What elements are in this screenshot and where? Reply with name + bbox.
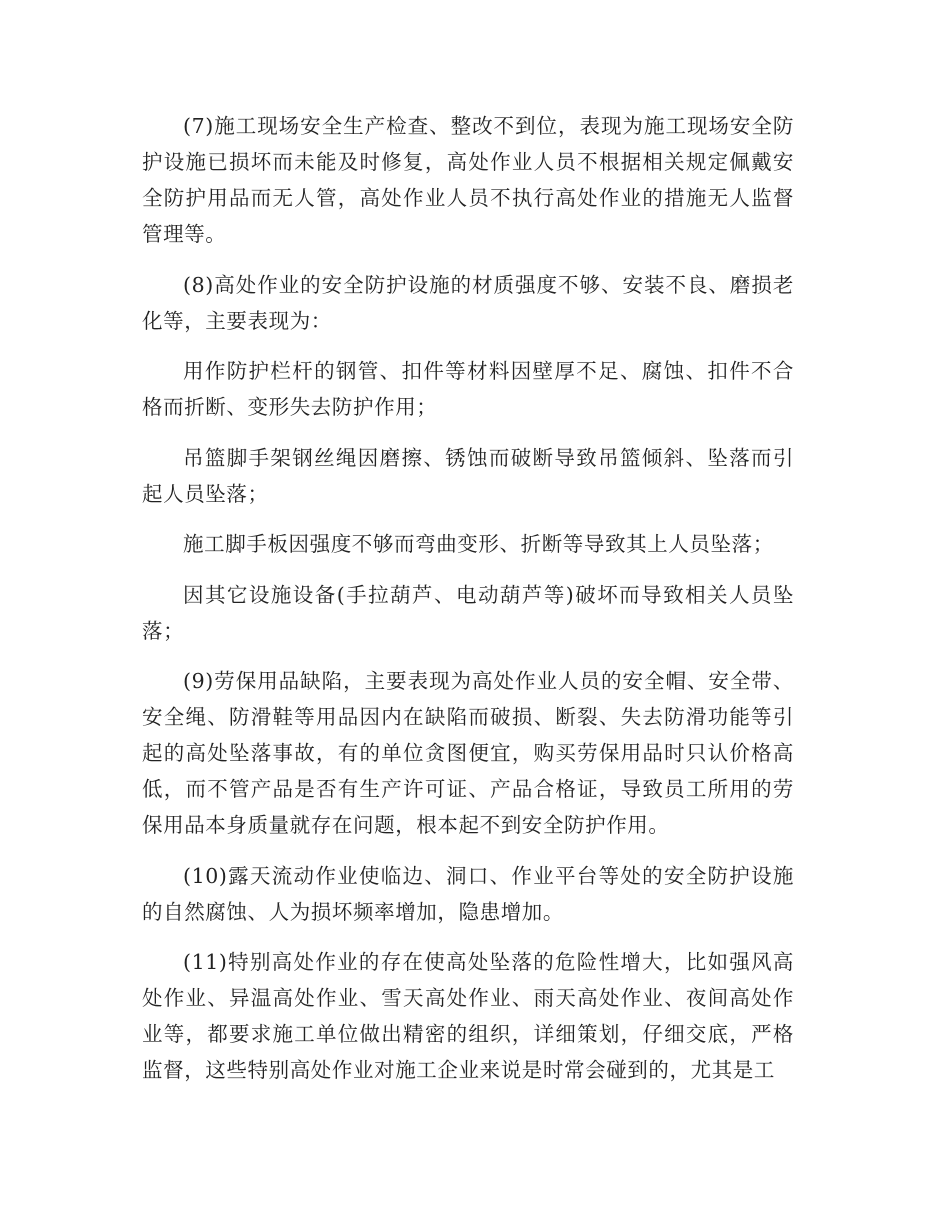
paragraph-other-equipment: 因其它设施设备(手拉葫芦、电动葫芦等)破坏而导致相关人员坠落；	[142, 582, 794, 643]
paragraph-item-7: (7)施工现场安全生产检查、整改不到位，表现为施工现场安全防护设施已损坏而未能及时修复，高处作业人员不根据相关规定佩戴安全防护用品而无人管，高处作业人员不执行高处作业的措施无人监督管理等。	[142, 114, 794, 246]
document-body	[142, 108, 794, 1103]
paragraph-gondola-rope: 吊篮脚手架钢丝绳因磨擦、锈蚀而破断导致吊篮倾斜、坠落而引起人员坠落；	[142, 445, 794, 506]
paragraph-scaffold-board: 施工脚手板因强度不够而弯曲变形、折断等导致其上人员坠落；	[183, 532, 774, 556]
paragraph-item-11: (11)特别高处作业的存在使高处坠落的危险性增大，比如强风高处作业、异温高处作业、雪天高处作业、雨天高处作业、夜间高处作业等，都要求施工单位做出精密的组织，详细策划，仔细交底，严格监督，这些特别高处作业对施工企业来说是时常会碰到的，尤其是工	[142, 950, 794, 1082]
paragraph-item-8: (8)高处作业的安全防护设施的材质强度不够、安装不良、磨损老化等，主要表现为：	[142, 272, 794, 333]
paragraph-railing-failure: 用作防护栏杆的钢管、扣件等材料因壁厚不足、腐蚀、扣件不合格而折断、变形失去防护作用；	[142, 359, 794, 419]
paragraph-item-10: (10)露天流动作业使临边、洞口、作业平台等处的安全防护设施的自然腐蚀、人为损坏频率增加，隐患增加。	[142, 863, 794, 924]
paragraph-item-9: (9)劳保用品缺陷，主要表现为高处作业人员的安全帽、安全带、安全绳、防滑鞋等用品因内在缺陷而破损、断裂、失去防滑功能等引起的高处坠落事故，有的单位贪图便宜，购买劳保用品时只认价格高低，而不管产品是否有生产许可证、产品合格证，导致员工所用的劳保用品本身质量就存在问题，根本起不到安全防护作用。	[142, 669, 794, 837]
